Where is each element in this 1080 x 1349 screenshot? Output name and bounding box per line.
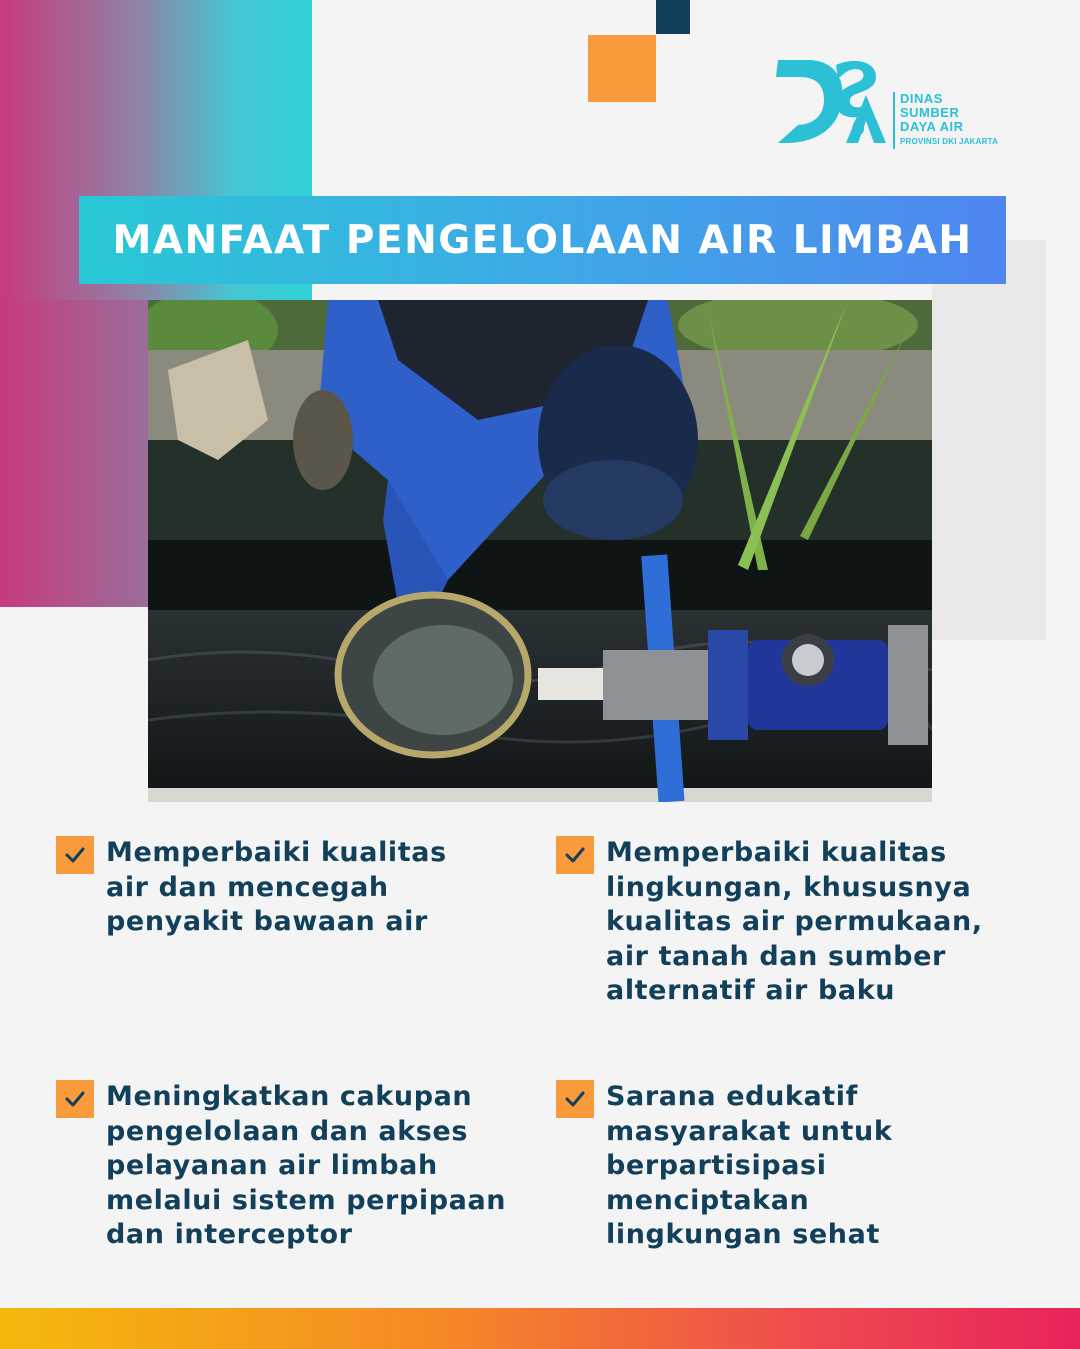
check-icon <box>556 1080 594 1118</box>
benefit-text-3: Meningkatkan cakupan pengelolaan dan akses pelayanan air limbah melalui sistem perpipaan dan interceptor <box>106 1081 507 1250</box>
decor-square-navy <box>656 0 690 34</box>
bottom-gradient-bar <box>0 1308 1080 1349</box>
decor-shadow-panel <box>932 240 1046 640</box>
benefit-item-2 <box>556 836 984 1009</box>
logo-line-dinas: DINAS <box>900 91 943 106</box>
dsda-logo-text <box>893 92 998 149</box>
logo-line-daya-air: DAYA AIR <box>900 119 964 134</box>
logo-line-sumber: SUMBER <box>900 105 960 120</box>
photo-worker-water-meter <box>148 300 932 802</box>
check-icon <box>556 836 594 874</box>
logo-line-provinsi: PROVINSI DKI JAKARTA <box>900 137 999 146</box>
dsda-logo <box>776 55 1016 150</box>
dsda-logo-mark-icon <box>776 55 891 150</box>
benefit-item-3 <box>56 1080 522 1253</box>
page-title: MANFAAT PENGELOLAAN AIR LIMBAH <box>112 217 973 263</box>
benefit-item-4 <box>556 1080 928 1253</box>
benefit-item-1 <box>56 836 476 940</box>
check-icon <box>56 1080 94 1118</box>
title-banner <box>79 196 1006 284</box>
benefit-text-1: Memperbaiki kualitas air dan mencegah penyakit bawaan air <box>106 837 447 937</box>
benefit-text-2: Memperbaiki kualitas lingkungan, khususnya kualitas air permukaan, air tanah dan sumber alternatif air baku <box>606 837 983 1006</box>
benefit-text-4: Sarana edukatif masyarakat untuk berpartisipasi menciptakan lingkungan sehat <box>606 1081 893 1250</box>
decor-square-orange <box>588 35 656 102</box>
photo-illustration <box>148 300 932 802</box>
check-icon <box>56 836 94 874</box>
left-gradient-panel-lower <box>0 300 148 607</box>
